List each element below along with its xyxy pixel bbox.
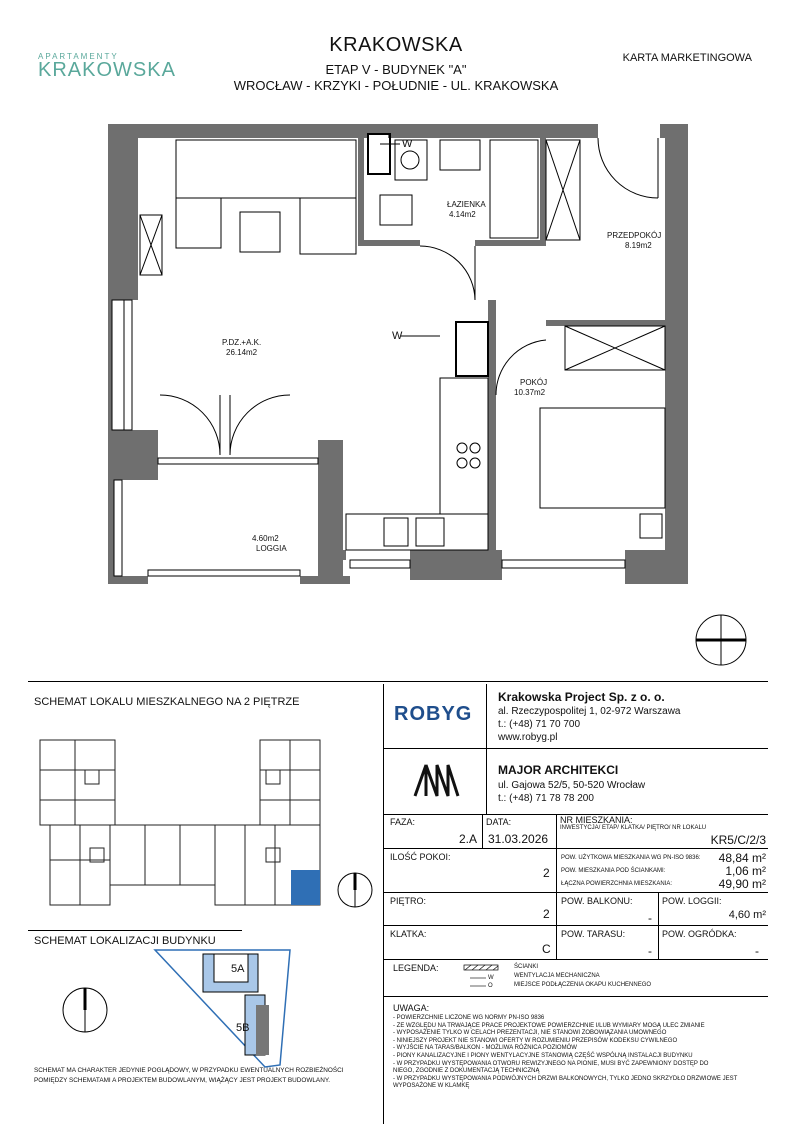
usable-area-label: POW. UŻYTKOWA MIESZKANIA WG PN-ISO 9836: (561, 855, 701, 861)
disclaimer-1: SCHEMAT MA CHARAKTER JEDYNIE POGLĄDOWY, W PRZYPADKU EWENTUALNYCH ROZBIEŻNOŚCI (34, 1067, 344, 1074)
disclaimer-2: POMIĘDZY SCHEMATAMI A PROJEKTEM BUDOWLANYM, WIĄŻĄCY JEST PROJEKT BUDOWLANY. (34, 1077, 331, 1084)
balcony-label: POW. BALKONU: (561, 896, 633, 906)
architect-address: ul. Gajowa 52/5, 50-520 Wrocław (498, 780, 646, 791)
logo-small-text: APARTAMENTY (38, 52, 119, 61)
room-area: 10.37m2 (514, 388, 546, 397)
legend-symbols (462, 963, 506, 991)
wall-bottom-mid (410, 550, 502, 580)
building-5a-label: 5A (231, 963, 245, 975)
wall-top-right (388, 124, 598, 138)
unit-number-value: KR5/C/2/3 (710, 833, 766, 847)
legend-sym-hood: O (488, 983, 493, 989)
ventilation-label-1: W (402, 138, 413, 150)
note-item: - WYPOSAŻENIE TYLKO W CELACH PREZENTACJI, NIE STANOWI ZOBOWIĄZANIA UMOWNEGO (393, 1030, 667, 1037)
wall-right (665, 124, 688, 584)
date-value: 31.03.2026 (488, 832, 549, 846)
page-title: KRAKOWSKA (329, 34, 463, 56)
unit-number-label: NR MIESZKANIA: (560, 815, 633, 825)
legend-title: LEGENDA: (393, 963, 439, 973)
wall-bottom-right (625, 550, 688, 584)
staircase-value: C (542, 942, 551, 956)
architect-name: MAJOR ARCHITEKCI (498, 763, 619, 777)
divider-location (28, 930, 242, 931)
unit-number-sublabel: INWESTYCJA/ ETAP/ KLATKA/ PIĘTRO/ NR LOKALU (560, 825, 707, 831)
loggia-area-label: POW. LOGGII: (662, 896, 722, 906)
note-item: - NINIEJSZY PROJEKT NIE STANOWI OFERTY W ROZUMIENIU PRZEPISÓW KODEKSU CYWILNEGO (393, 1037, 678, 1044)
developer-web: www.robyg.pl (498, 732, 558, 743)
vertical-divider (383, 684, 384, 1124)
floor-schematic (30, 730, 380, 915)
total-area-value: 49,90 m² (718, 877, 766, 891)
note-item: - ZE WZGLĘDU NA TRWAJĄCE PRACE PROJEKTOWE POWIERZCHNIE I/LUB WYMIARY MOGĄ ULEC ZMIANIE (393, 1022, 705, 1029)
wall-left-bottom (108, 430, 158, 480)
legend-sym-ventilation: W (488, 975, 494, 981)
notes-title: UWAGA: (393, 1003, 430, 1013)
wall-left-top (108, 124, 138, 300)
staircase-label: KLATKA: (390, 929, 427, 939)
legend-walls: ŚCIANKI (514, 964, 539, 970)
logo-big-text: KRAKOWSKA (38, 59, 176, 81)
developer-name: Krakowska Project Sp. z o. o. (498, 690, 665, 704)
card-type: KARTA MARKETINGOWA (622, 52, 752, 64)
note-item: - W PRZYPADKU WYSTĘPOWANIA PODWÓJNYCH DRZWI BALKONOWYCH, TYLKO JEDNO SKRZYDŁO DRZWIOWE JEST (393, 1075, 738, 1082)
wall-legend-icon (464, 965, 498, 970)
note-item: - POWIERZCHNIE LICZONE WG NORMY PN-ISO 9836 (393, 1015, 545, 1021)
rooms-count-label: ILOŚĆ POKOI: (390, 852, 451, 862)
building-5b-label: 5B (236, 1022, 250, 1034)
developer-phone: t.: (+48) 71 70 700 (498, 719, 581, 730)
bathroom-area: 4.14m2 (449, 210, 476, 219)
loggia-area-value: 4,60 m² (728, 909, 766, 921)
rooms-count-value: 2 (543, 866, 550, 880)
total-area-label: ŁĄCZNA POWIERZCHNIA MIESZKANIA: (561, 881, 673, 887)
legend-ventilation: WENTYLACJA MECHANICZNA (514, 973, 600, 979)
living-area: 26.14m2 (226, 348, 258, 357)
balcony-value: - (648, 911, 652, 925)
robyg-logo: ROBYG (394, 703, 473, 725)
location-schematic (40, 945, 300, 1075)
stage-building: ETAP V - BUDYNEK "A" (325, 62, 467, 77)
date-label: DATA: (486, 817, 512, 827)
floor-label: PIĘTRO: (390, 896, 427, 906)
wall-top-left (108, 124, 368, 138)
note-item: - W PRZYPADKU WYSTĘPOWANIA OTWORU REWIZYJNEGO NA PIONIE, MUSI BYĆ ZAPEWNIONY DOSTĘP DO (393, 1060, 709, 1067)
usable-area-value: 48,84 m² (718, 851, 766, 865)
wall-area-label: POW. MIESZKANIA POD ŚCIANKAMI: (561, 868, 666, 874)
wall-column (318, 440, 343, 580)
legend-hood: MIEJSCE PODŁĄCZENIA OKAPU KUCHENNEGO (514, 982, 652, 988)
notes-list (393, 1015, 763, 1091)
loggia-name: LOGGIA (256, 544, 287, 553)
developer-address: al. Rzeczypospolitej 1, 02-972 Warszawa (498, 706, 681, 717)
phase-value: 2.A (459, 832, 478, 846)
divider (28, 681, 768, 682)
wall-area-value: 1,06 m² (725, 864, 766, 878)
note-item: - WYJŚCIE NA TARAS/BALKON - MOŻLIWA RÓŻNICA POZIOMÓW (393, 1045, 577, 1052)
terrace-value: - (648, 944, 652, 958)
note-item: WYPOSAŻONE W KLAMKĘ (393, 1083, 470, 1090)
location-line: WROCŁAW - KRZYKI - POŁUDNIE - UL. KRAKOWSKA (233, 78, 559, 93)
floor-value: 2 (543, 907, 550, 921)
note-item: NIEGO, ZGODNIE Z DOKUMENTACJĄ TECHNICZNĄ (393, 1068, 540, 1075)
ventilation-label-2: W (392, 330, 403, 342)
floor-schematic-title: SCHEMAT LOKALU MIESZKALNEGO NA 2 PIĘTRZE (34, 696, 300, 708)
note-item: - PIONY KANALIZACYJNE I PIONY WENTYLACYJNE STANOWIĄ CZĘŚĆ WSPÓLNĄ INSTALACJI BUDYNKU (393, 1052, 693, 1059)
architect-phone: t.: (+48) 71 78 78 200 (498, 793, 594, 804)
room-name: POKÓJ (520, 378, 548, 387)
garden-value: - (755, 944, 759, 958)
phase-label: FAZA: (390, 817, 416, 827)
hall-area: 8.19m2 (625, 241, 652, 250)
loggia-area: 4.60m2 (252, 534, 279, 543)
garden-label: POW. OGRÓDKA: (662, 929, 737, 939)
living-name: P.DZ.+A.K. (222, 338, 262, 347)
major-logo-icon (412, 760, 462, 800)
bathroom-name: ŁAZIENKA (447, 200, 486, 209)
terrace-label: POW. TARASU: (561, 929, 626, 939)
apartment-highlight (291, 870, 320, 905)
location-schematic-title: SCHEMAT LOKALIZACJI BUDYNKU (34, 935, 216, 947)
hall-name: PRZEDPOKÓJ (607, 231, 662, 240)
